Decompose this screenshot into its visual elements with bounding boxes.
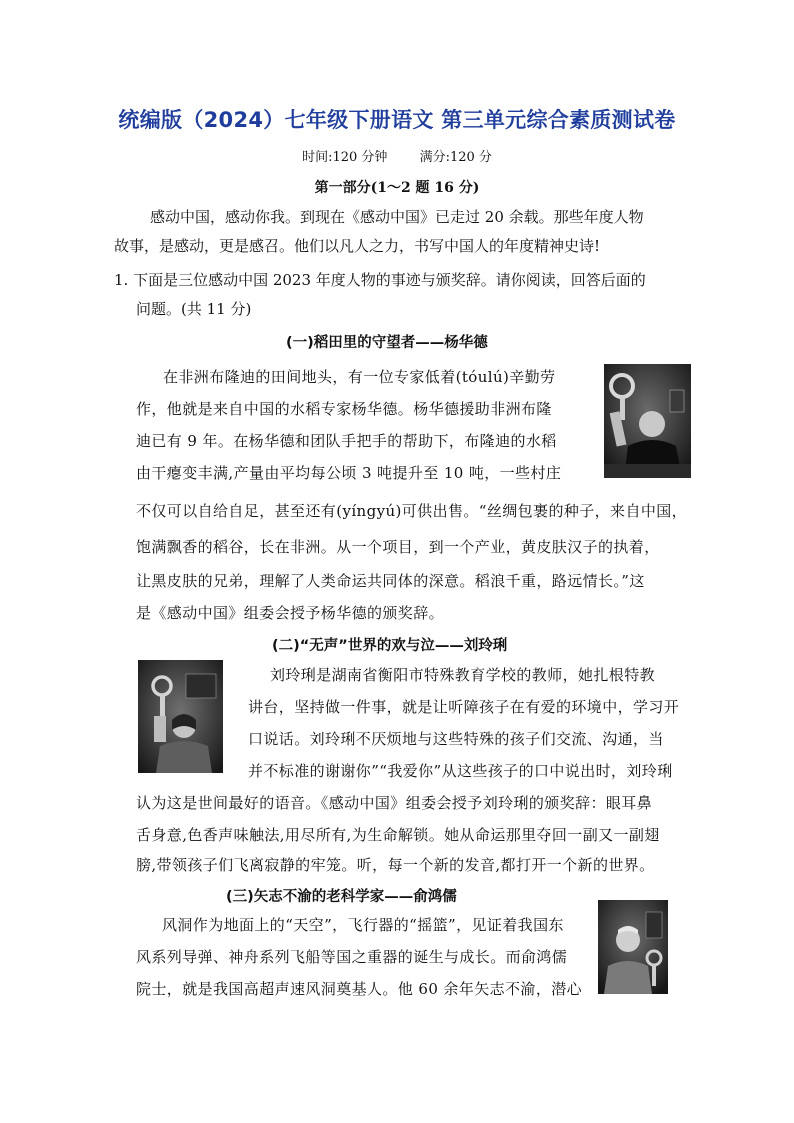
award-photo-liu	[138, 660, 223, 773]
section-3-text: 风系列导弹、神舟系列飞船等国之重器的诞生与成长。而俞鸿儒	[136, 948, 568, 966]
section-1-text: 让黑皮肤的兄弟，理解了人类命运共同体的深意。稻浪千重，路远情长。”这	[136, 572, 645, 590]
section-2-text: 刘玲琍是湖南省衡阳市特殊教育学校的教师，她扎根特教	[270, 666, 656, 684]
section-1-text: 在非洲布隆迪的田间地头，有一位专家低着(tóulú)辛勤劳	[163, 368, 556, 386]
section-3-text: 院士，就是我国高超声速风洞奠基人。他 60 余年矢志不渝，潜心	[136, 980, 583, 998]
section-2-text: 口说话。刘玲琍不厌烦地与这些特殊的孩子们交流、沟通，当	[248, 730, 664, 748]
section-1-text: 是《感动中国》组委会授予杨华德的颁奖辞。	[136, 604, 445, 622]
section-heading: (二)“无声”世界的欢与泣——刘玲琍	[272, 638, 508, 654]
section-2-text: 认为这是世间最好的语音。《感动中国》组委会授予刘玲琍的颁奖辞：眼耳鼻	[136, 794, 653, 812]
section-1-text: 由干瘪变丰满,产量由平均每公顷 3 吨提升至 10 吨，一些村庄	[136, 464, 562, 482]
exam-time: 时间:120 分钟	[302, 150, 388, 165]
section-1-text: 饱满飘香的稻谷，长在非洲。从一个项目，到一个产业，黄皮肤汉子的执着，	[136, 538, 660, 556]
part-one-heading: 第一部分(1～2 题 16 分)	[314, 180, 480, 196]
section-2-text: 舌身意,色香声味触法,用尽所有,为生命解锁。她从命运那里夺回一副又一副翅	[136, 826, 660, 844]
section-3-text: 风洞作为地面上的“天空”，飞行器的“摇篮”，见证着我国东	[162, 916, 564, 934]
section-1-text: 不仅可以自给自足，甚至还有(yíngyú)可供出售。“丝绸包裹的种子，来自中国，	[136, 502, 688, 520]
section-2-text: 讲台，坚持做一件事，就是让听障孩子在有爱的环境中，学习开	[248, 698, 680, 716]
section-heading: (三)矢志不渝的老科学家——俞鸿儒	[226, 889, 457, 905]
question-1-line: 1. 下面是三位感动中国 2023 年度人物的事迹与颁奖辞。请你阅读，回答后面的	[114, 271, 646, 289]
section-2-text: 膀,带领孩子们飞离寂静的牢笼。听，每一个新的发音,都打开一个新的世界。	[136, 856, 655, 874]
section-heading: (一)稻田里的守望者——杨华德	[286, 335, 488, 351]
exam-meta	[0, 146, 794, 165]
exam-score: 满分:120 分	[419, 150, 492, 165]
section-1-text: 迪已有 9 年。在杨华德和团队手把手的帮助下，布隆迪的水稻	[136, 432, 557, 450]
intro-line: 故事，是感动，更是感召。他们以凡人之力，书写中国人的年度精神史诗!	[114, 237, 601, 255]
award-photo-yu	[598, 900, 668, 994]
question-1-line: 问题。(共 11 分)	[136, 300, 252, 318]
section-1-text: 作，他就是来自中国的水稻专家杨华德。杨华德援助非洲布隆	[136, 400, 552, 418]
page-title: 统编版（2024）七年级下册语文 第三单元综合素质测试卷	[118, 108, 676, 132]
section-2-text: 并不标准的谢谢你”“我爱你”从这些孩子的口中说出时，刘玲琍	[248, 762, 673, 780]
award-photo-yang	[604, 364, 691, 478]
intro-line: 感动中国，感动你我。到现在《感动中国》已走过 20 余载。那些年度人物	[150, 208, 644, 226]
